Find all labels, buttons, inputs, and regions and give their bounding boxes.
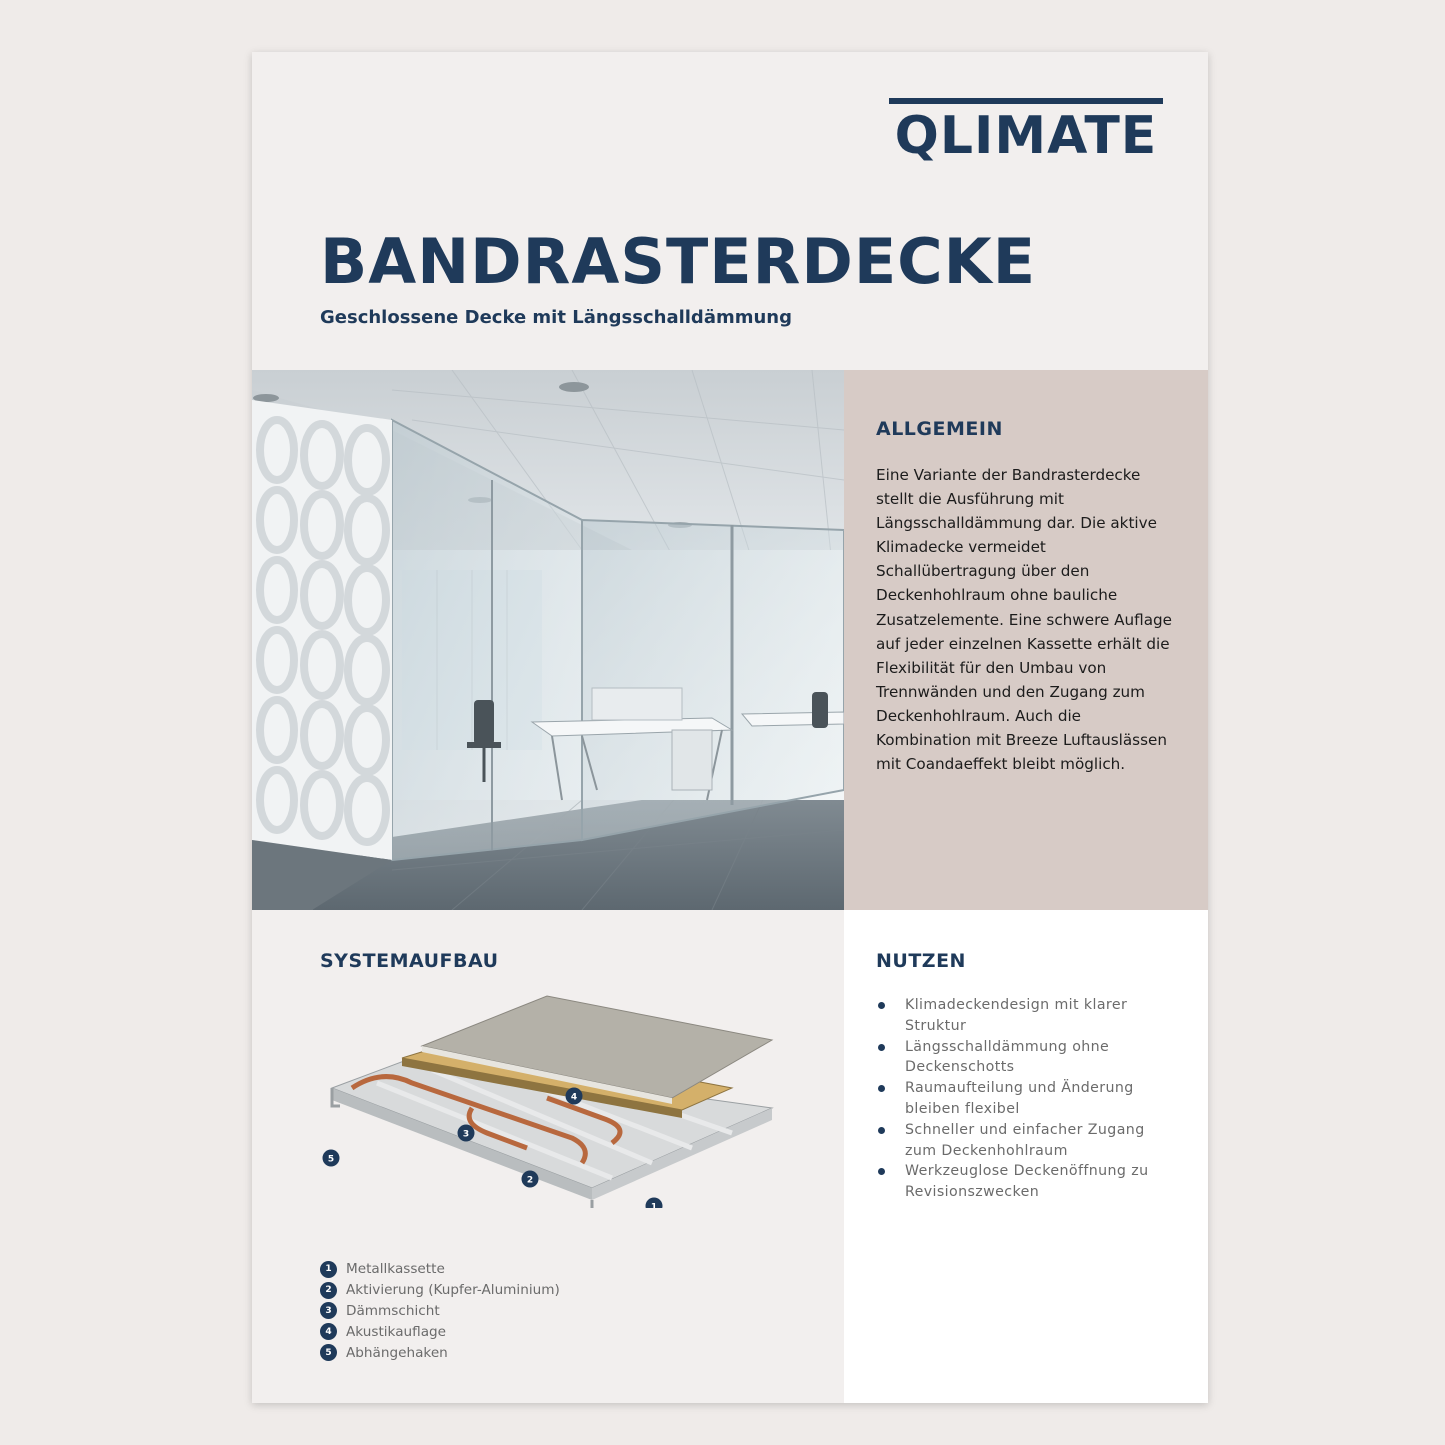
legend-badge: 4 [320, 1323, 337, 1340]
page-subtitle: Geschlossene Decke mit Längsschalldämmung [320, 307, 792, 328]
legend-label: Dämmschicht [346, 1302, 440, 1319]
legend-badge: 5 [320, 1344, 337, 1361]
bullet-icon [878, 1085, 885, 1092]
legend-item [320, 1321, 560, 1342]
legend-badge: 2 [320, 1282, 337, 1299]
benefit-text: Klimadeckendesign mit klarer Struktur [905, 997, 1128, 1034]
bullet-icon [878, 1044, 885, 1051]
system-legend [320, 1259, 560, 1363]
benefit-text: Schneller und einfacher Zugang zum Deckenhohlraum [905, 1121, 1145, 1159]
diagram-badge-3: 3 [462, 1129, 470, 1140]
diagram-badge-2: 2 [526, 1175, 534, 1186]
diagram-badge-1: 1 [650, 1202, 658, 1208]
legend-label: Abhängehaken [346, 1344, 448, 1361]
diagram-badge-4: 4 [570, 1092, 578, 1103]
page-title: BANDRASTERDECKE [320, 225, 1037, 298]
bullet-icon [878, 1168, 885, 1175]
benefit-item [876, 995, 1176, 1037]
benefit-item [876, 1161, 1176, 1203]
system-heading: SYSTEMAUFBAU [320, 950, 499, 972]
legend-item [320, 1280, 560, 1301]
benefit-item [876, 1078, 1176, 1120]
office-photo [252, 370, 844, 910]
general-section [844, 370, 1208, 910]
benefit-text: Raumaufteilung und Änderung bleiben flexibel [905, 1080, 1134, 1117]
legend-item [320, 1259, 560, 1280]
system-diagram [312, 988, 782, 1208]
legend-label: Metallkassette [346, 1261, 445, 1278]
logo-bar [889, 98, 1163, 104]
benefits-list [876, 995, 1176, 1203]
diagram-badge-5: 5 [327, 1154, 335, 1165]
benefit-item [876, 1120, 1176, 1162]
legend-item [320, 1301, 560, 1322]
legend-badge: 3 [320, 1302, 337, 1319]
benefit-text: Werkzeuglose Deckenöffnung zu Revisionszwecken [905, 1163, 1149, 1201]
general-text: Eine Variante der Bandrasterdecke stellt die Ausführung mit Längsschalldämmung dar. Die aktive Klimadecke vermeidet Schallübertragung über den Deckenhohlraum ohne bauliche Zusatzelemente. Eine schwere Auflage auf jeder einzelnen Kassette erhält die Flexibilität für den Umbau von Trennwänden und den Zugang zum Deckenhohlraum. Auch die Kombination mit Breeze Luftauslässen mit Coandaeffekt bleibt möglich. [876, 466, 1173, 774]
benefit-item [876, 1037, 1176, 1079]
legend-label: Akustikauflage [346, 1323, 447, 1340]
qlimate-logo [889, 98, 1163, 166]
benefits-heading: NUTZEN [876, 950, 966, 972]
benefit-text: Längsschalldämmung ohne Deckenschotts [905, 1038, 1110, 1076]
bullet-icon [878, 1002, 885, 1009]
general-heading: ALLGEMEIN [876, 418, 1003, 440]
legend-badge: 1 [320, 1261, 337, 1278]
logo-wordmark: QLIMATE [894, 106, 1158, 166]
datasheet-page [252, 52, 1208, 1403]
benefits-section [844, 910, 1208, 1403]
legend-label: Aktivierung (Kupfer-Aluminium) [346, 1282, 560, 1299]
bullet-icon [878, 1127, 885, 1134]
legend-item [320, 1342, 560, 1363]
